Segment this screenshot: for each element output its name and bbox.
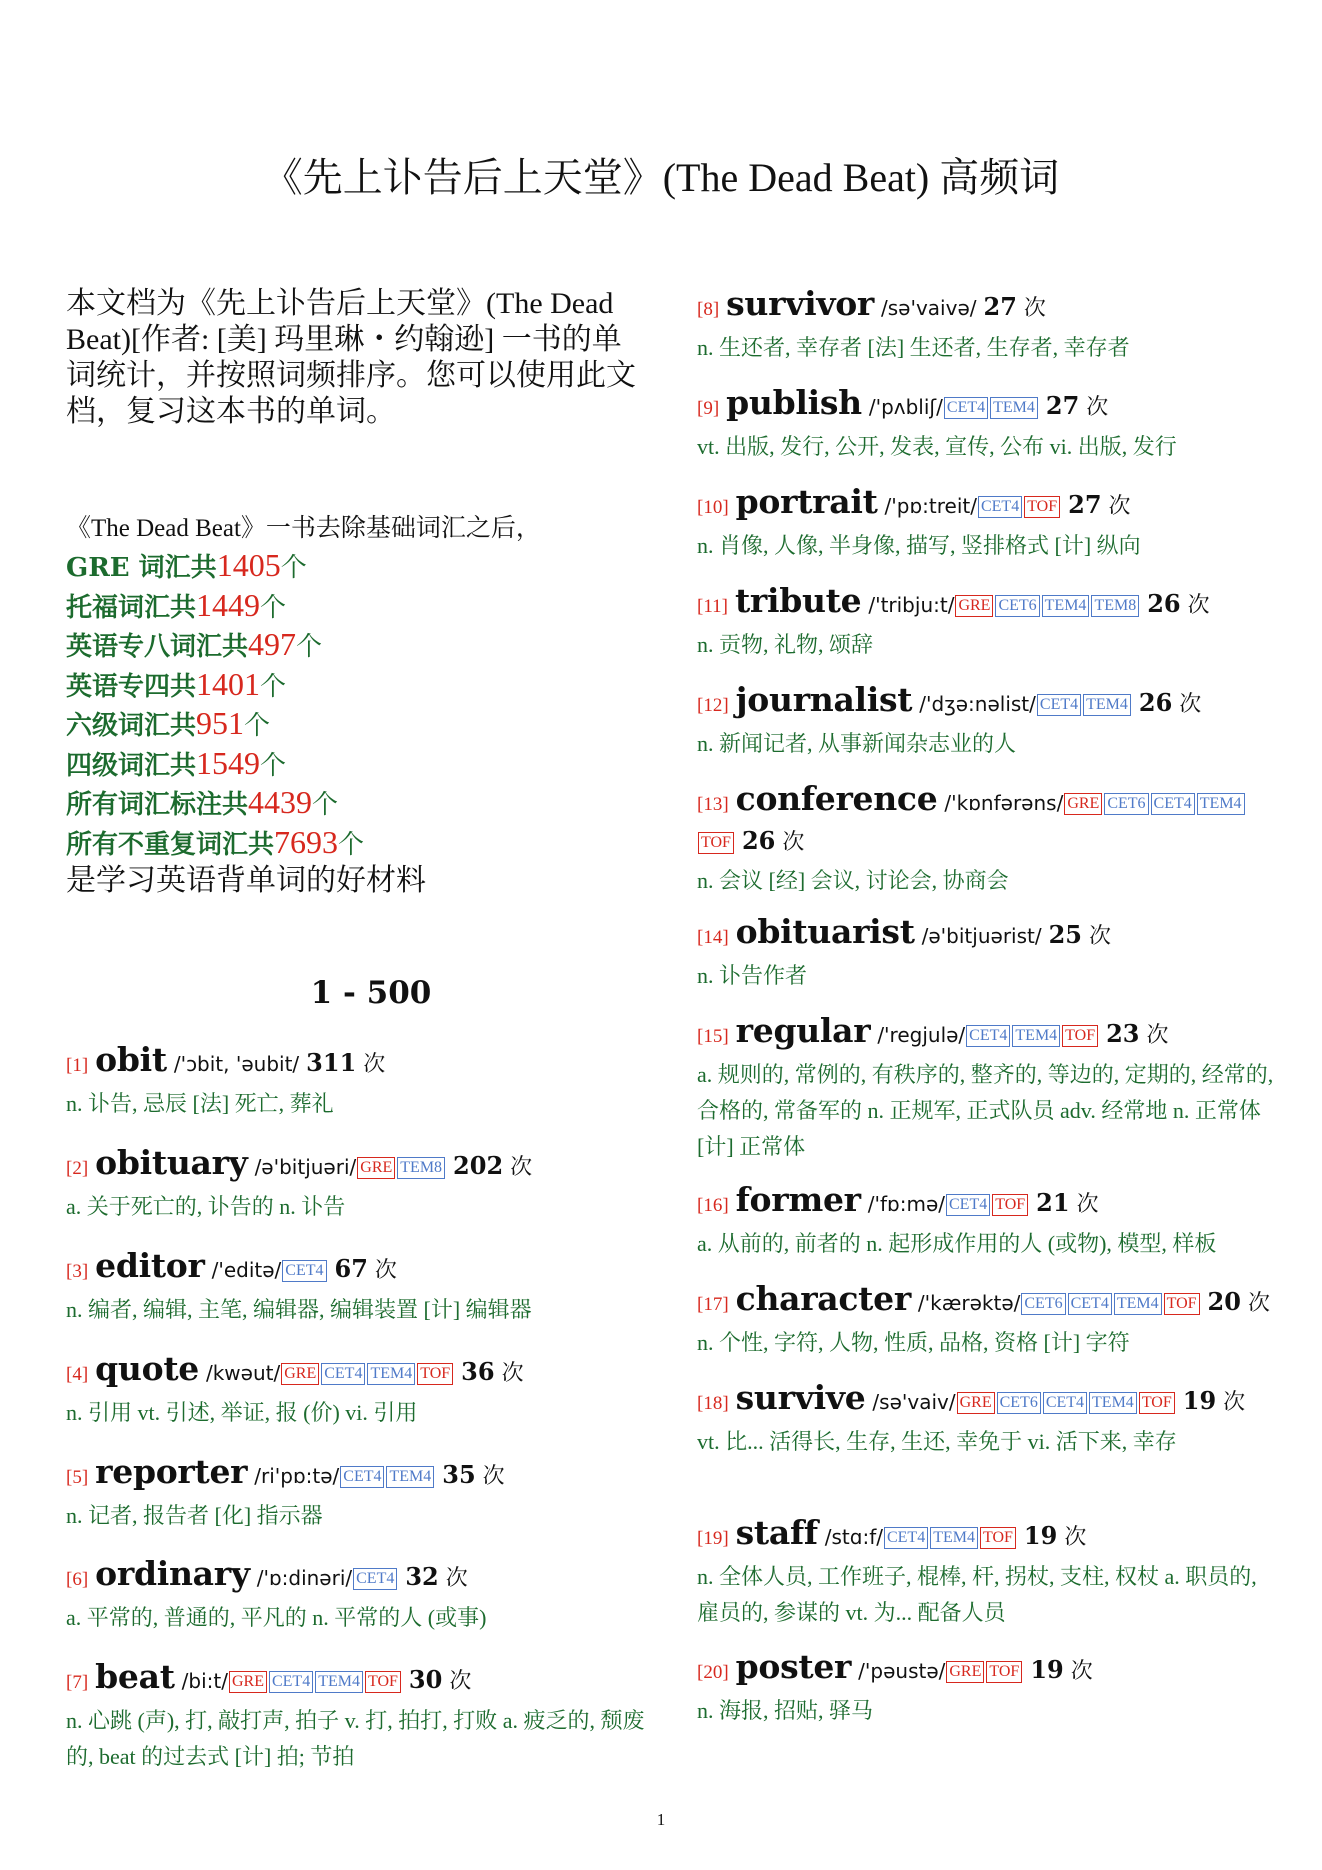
level-tag: TEM4 — [1197, 793, 1245, 815]
entry-head — [697, 583, 1277, 625]
frequency-unit: 次 — [482, 1463, 505, 1488]
level-tag: CET4 — [321, 1363, 365, 1385]
entry-index: [5] — [66, 1467, 89, 1488]
phonetic: /stɑ:f/ — [824, 1525, 883, 1549]
headword: poster — [735, 1647, 852, 1686]
phonetic: /'pɒ:treit/ — [884, 494, 977, 518]
definition: vt. 出版, 发行, 公开, 发表, 宣传, 公布 vi. 出版, 发行 — [697, 434, 1177, 459]
frequency-unit: 次 — [1223, 1389, 1246, 1414]
word-entry — [697, 385, 1277, 465]
stat-unit: 个 — [260, 592, 287, 623]
level-tag: CET6 — [1104, 793, 1148, 815]
entry-index: [10] — [697, 497, 729, 518]
word-entry — [66, 1454, 646, 1534]
stat-line — [66, 705, 646, 745]
frequency-count: 21 — [1036, 1188, 1070, 1217]
stat-label: 所有不重复词汇共 — [66, 829, 275, 860]
entry-head — [697, 1281, 1277, 1323]
word-entry — [697, 1281, 1277, 1361]
definition: n. 全体人员, 工作班子, 棍棒, 杆, 拐杖, 支柱, 权杖 a. 职员的, 雇员的, 参谋的 vt. 为... 配备人员 — [697, 1564, 1257, 1625]
word-entry — [66, 1556, 646, 1636]
definition: n. 心跳 (声), 打, 敲打声, 拍子 v. 打, 拍打, 打败 a. 疲乏的, 颓废的, beat 的过去式 [计] 拍; 节拍 — [66, 1708, 645, 1769]
entry-head — [66, 1454, 646, 1496]
frequency-unit: 次 — [510, 1154, 533, 1179]
phonetic: /kwəut/ — [205, 1361, 281, 1385]
stat-label: GRE 词汇共 — [66, 553, 217, 583]
headword: journalist — [735, 680, 913, 719]
entry-head — [66, 1556, 646, 1598]
phonetic: /bi:t/ — [181, 1669, 228, 1693]
level-tag: TOF — [980, 1527, 1016, 1549]
frequency-count: 30 — [408, 1665, 443, 1694]
stat-unit: 个 — [260, 750, 287, 781]
stat-label: 托福词汇共 — [66, 592, 197, 623]
level-tag: CET4 — [978, 496, 1022, 518]
phonetic: /'pʌbliʃ/ — [868, 395, 943, 419]
frequency-unit: 次 — [1179, 691, 1202, 716]
headword: ordinary — [95, 1554, 250, 1593]
level-tag: TEM4 — [386, 1466, 434, 1488]
entry-head — [697, 914, 1277, 956]
entry-index: [19] — [697, 1528, 729, 1549]
headword: regular — [735, 1011, 871, 1050]
entry-head — [66, 1145, 646, 1187]
definition: n. 记者, 报告者 [化] 指示器 — [66, 1503, 323, 1528]
entry-index: [2] — [66, 1158, 89, 1179]
entry-index: [6] — [66, 1569, 89, 1590]
phonetic: /'ɔbit, 'əubit/ — [173, 1052, 300, 1076]
word-entry — [66, 1351, 646, 1431]
entry-head — [66, 1351, 646, 1393]
frequency-count: 67 — [334, 1254, 368, 1283]
frequency-unit: 次 — [374, 1257, 397, 1282]
level-tag: CET6 — [995, 595, 1039, 617]
level-tag: CET4 — [269, 1671, 313, 1693]
phonetic: /'dʒə:nəlist/ — [919, 692, 1036, 716]
frequency-count: 32 — [405, 1562, 439, 1591]
entry-index: [15] — [697, 1026, 729, 1047]
definition: n. 生还者, 幸存者 [法] 生还者, 生存者, 幸存者 — [697, 335, 1130, 360]
stat-label: 所有词汇标注共 — [66, 790, 249, 820]
stats-lead: 《The Dead Beat》一书去除基础词汇之后， — [66, 515, 541, 542]
phonetic: /'regjulə/ — [877, 1023, 966, 1047]
headword: survive — [735, 1378, 866, 1417]
phonetic: /sə'vaiv/ — [872, 1390, 956, 1414]
entry-index: [4] — [66, 1364, 89, 1385]
definition: n. 贡物, 礼物, 颂辞 — [697, 632, 874, 657]
word-entry — [697, 1380, 1277, 1460]
definition: n. 肖像, 人像, 半身像, 描写, 竖排格式 [计] 纵向 — [697, 533, 1141, 558]
definition: n. 海报, 招贴, 驿马 — [697, 1698, 874, 1723]
stat-number: 1405 — [216, 547, 281, 583]
stat-line — [66, 784, 646, 824]
frequency-count: 202 — [453, 1151, 504, 1180]
frequency-count: 36 — [461, 1357, 495, 1386]
entry-head — [697, 1380, 1277, 1422]
definition: n. 引用 vt. 引述, 举证, 报 (价) vi. 引用 — [66, 1400, 418, 1425]
level-tag: TEM4 — [1083, 694, 1131, 716]
headword: tribute — [734, 581, 862, 620]
stat-line — [66, 824, 646, 864]
frequency-unit: 次 — [501, 1360, 524, 1385]
headword: former — [735, 1180, 861, 1219]
stat-number: 1449 — [196, 586, 261, 623]
headword: obit — [95, 1040, 167, 1079]
stat-label: 英语专四共 — [66, 671, 197, 702]
level-tag: TEM8 — [397, 1157, 445, 1179]
level-tag: TEM4 — [1114, 1293, 1162, 1315]
frequency-unit: 次 — [1108, 493, 1131, 518]
definition: n. 新闻记者, 从事新闻杂志业的人 — [697, 731, 1017, 756]
phonetic: /'fɒ:mə/ — [867, 1192, 945, 1216]
frequency-count: 27 — [983, 292, 1017, 321]
stat-line — [66, 745, 646, 785]
frequency-unit: 次 — [1187, 592, 1210, 617]
frequency-unit: 次 — [1070, 1658, 1093, 1683]
intro-paragraph: 本文档为《先上讣告后上天堂》(The Dead Beat)[作者: [美] 玛里琳・约翰逊] 一书的单词统计，并按照词频排序。您可以使用此文档，复习这本书的单词。 — [66, 287, 636, 428]
level-tag: TOF — [1164, 1293, 1200, 1315]
level-tag: CET4 — [1043, 1392, 1087, 1414]
entry-index: [20] — [697, 1662, 729, 1683]
stats-closing: 是学习英语背单词的好材料 — [66, 864, 426, 897]
phonetic: /'kærəktə/ — [917, 1291, 1021, 1315]
entry-index: [16] — [697, 1195, 729, 1216]
frequency-count: 26 — [1138, 688, 1173, 717]
headword: portrait — [735, 482, 878, 521]
level-tag: CET4 — [966, 1025, 1010, 1047]
level-tag: CET4 — [944, 397, 988, 419]
stat-number: 1401 — [196, 665, 261, 702]
word-entry — [66, 1659, 646, 1775]
level-tag: CET4 — [1037, 694, 1081, 716]
word-entry — [66, 1145, 646, 1225]
definition: n. 讣告作者 — [697, 963, 808, 988]
phonetic: /'editə/ — [211, 1258, 282, 1282]
stat-label: 英语专八词汇共 — [66, 632, 249, 662]
definition: n. 编者, 编辑, 主笔, 编辑器, 编辑装置 [计] 编辑器 — [66, 1297, 532, 1322]
entry-index: [13] — [697, 794, 729, 815]
phonetic: /'kɒnfərəns/ — [944, 791, 1064, 815]
entry-head — [697, 781, 1277, 861]
entry-index: [9] — [697, 398, 720, 419]
stat-label: 四级词汇共 — [66, 750, 197, 781]
headword: beat — [95, 1657, 175, 1696]
entry-head — [697, 484, 1277, 526]
word-entry — [697, 583, 1277, 663]
level-tag: GRE — [957, 1392, 995, 1414]
definition: a. 关于死亡的, 讣告的 n. 讣告 — [66, 1194, 346, 1219]
word-entry — [697, 781, 1277, 899]
frequency-unit: 次 — [363, 1051, 386, 1076]
frequency-count: 19 — [1182, 1386, 1217, 1415]
stat-line — [66, 587, 646, 627]
page-title: 《先上讣告后上天堂》(The Dead Beat) 高频词 — [262, 155, 1060, 200]
entry-index: [8] — [697, 299, 720, 320]
level-tag: TEM4 — [990, 397, 1038, 419]
frequency-unit: 次 — [449, 1668, 472, 1693]
phonetic: /'ɒ:dinəri/ — [256, 1566, 353, 1590]
entry-index: [12] — [697, 695, 729, 716]
entry-head — [66, 1248, 646, 1290]
level-tag: CET4 — [340, 1466, 384, 1488]
phonetic: /'tribju:t/ — [868, 593, 955, 617]
stats-block — [66, 511, 646, 899]
frequency-unit: 次 — [1247, 1290, 1270, 1315]
frequency-unit: 次 — [445, 1565, 468, 1590]
level-tag: CET4 — [1151, 793, 1195, 815]
entry-head — [697, 385, 1277, 427]
frequency-unit: 次 — [1064, 1524, 1087, 1549]
headword: editor — [95, 1246, 205, 1285]
stat-number: 951 — [196, 705, 245, 741]
entry-index: [3] — [66, 1261, 89, 1282]
entry-head — [697, 286, 1277, 328]
level-tag: GRE — [1064, 793, 1102, 815]
word-entry — [697, 914, 1277, 994]
entry-head — [697, 1515, 1277, 1557]
stat-line — [66, 547, 646, 587]
level-tag: TEM4 — [1042, 595, 1090, 617]
word-entry — [697, 1013, 1277, 1165]
definition: n. 会议 [经] 会议, 讨论会, 协商会 — [697, 868, 1009, 893]
word-entry — [697, 1649, 1277, 1729]
entry-head — [697, 1182, 1277, 1224]
level-tag: TEM4 — [930, 1527, 978, 1549]
phonetic: /ə'bitjuərist/ — [921, 924, 1042, 948]
entry-head — [66, 1659, 646, 1701]
stat-label: 六级词汇共 — [66, 711, 197, 741]
level-tag: TOF — [417, 1363, 453, 1385]
level-tag: TEM8 — [1091, 595, 1139, 617]
level-tag: TEM4 — [1089, 1392, 1137, 1414]
word-entry — [66, 1042, 646, 1122]
level-tag: CET4 — [282, 1260, 326, 1282]
level-tag: TEM4 — [367, 1363, 415, 1385]
entry-head — [697, 682, 1277, 724]
headword: obituary — [95, 1143, 248, 1182]
headword: reporter — [95, 1452, 248, 1491]
word-entry — [697, 286, 1277, 366]
frequency-unit: 次 — [1089, 923, 1112, 948]
frequency-unit: 次 — [1146, 1022, 1169, 1047]
headword: publish — [726, 383, 862, 422]
stat-unit: 个 — [296, 632, 323, 662]
frequency-count: 23 — [1106, 1019, 1140, 1048]
frequency-unit: 次 — [1086, 394, 1109, 419]
level-tag: GRE — [955, 595, 993, 617]
stat-number: 4439 — [248, 784, 313, 820]
word-entry — [697, 682, 1277, 762]
level-tag: TOF — [1062, 1025, 1098, 1047]
entry-index: [1] — [66, 1055, 89, 1076]
frequency-count: 27 — [1045, 391, 1080, 420]
frequency-unit: 次 — [1076, 1191, 1099, 1216]
entry-index: [18] — [697, 1393, 729, 1414]
frequency-count: 27 — [1068, 490, 1102, 519]
frequency-count: 26 — [1147, 589, 1181, 618]
frequency-count: 20 — [1207, 1287, 1241, 1316]
stat-number: 497 — [248, 626, 297, 662]
word-entry — [66, 1248, 646, 1328]
level-tag: GRE — [281, 1363, 319, 1385]
entry-index: [17] — [697, 1294, 729, 1315]
headword: obituarist — [735, 912, 915, 951]
word-entry — [697, 1515, 1277, 1631]
level-tag: CET6 — [997, 1392, 1041, 1414]
phonetic: /sə'vaivə/ — [881, 296, 977, 320]
stat-line — [66, 626, 646, 666]
stat-number: 7693 — [274, 823, 339, 860]
level-tag: TOF — [698, 832, 734, 854]
level-tag: TEM4 — [1012, 1025, 1060, 1047]
frequency-unit: 次 — [1023, 295, 1046, 320]
entry-head — [697, 1013, 1277, 1055]
level-tag: TEM4 — [315, 1671, 363, 1693]
word-entry — [697, 484, 1277, 564]
level-tag: TOF — [992, 1194, 1028, 1216]
level-tag: TOF — [986, 1661, 1022, 1683]
definition: a. 规则的, 常例的, 有秩序的, 整齐的, 等边的, 定期的, 经常的, 合格的, 常备军的 n. 正规军, 正式队员 adv. 经常地 n. 正常体 [计] 正常体 — [697, 1062, 1274, 1159]
frequency-count: 26 — [741, 826, 776, 855]
level-tag: CET4 — [353, 1568, 397, 1590]
level-tag: CET4 — [1068, 1293, 1112, 1315]
entry-index: [14] — [697, 927, 729, 948]
range-heading: 1 - 500 — [310, 975, 432, 1011]
level-tag: CET6 — [1021, 1293, 1065, 1315]
definition: n. 个性, 字符, 人物, 性质, 品格, 资格 [计] 字符 — [697, 1330, 1130, 1355]
level-tag: CET4 — [884, 1527, 928, 1549]
entry-head — [697, 1649, 1277, 1691]
level-tag: TOF — [1139, 1392, 1175, 1414]
phonetic: /'pəustə/ — [858, 1659, 946, 1683]
stat-unit: 个 — [260, 671, 287, 702]
phonetic: /ri'pɒ:tə/ — [254, 1464, 340, 1488]
stat-unit: 个 — [280, 553, 307, 583]
stat-unit: 个 — [338, 829, 365, 860]
stat-number: 1549 — [196, 744, 261, 781]
stat-line — [66, 666, 646, 706]
stats-list — [66, 547, 646, 863]
entry-index: [7] — [66, 1672, 89, 1693]
frequency-count: 19 — [1023, 1521, 1058, 1550]
definition: vt. 比... 活得长, 生存, 生还, 幸免于 vi. 活下来, 幸存 — [697, 1429, 1177, 1454]
frequency-count: 19 — [1030, 1655, 1064, 1684]
word-entry — [697, 1182, 1277, 1262]
definition: a. 平常的, 普通的, 平凡的 n. 平常的人 (或事) — [66, 1605, 487, 1630]
headword: staff — [735, 1513, 818, 1552]
definition: a. 从前的, 前者的 n. 起形成作用的人 (或物), 模型, 样板 — [697, 1231, 1217, 1256]
level-tag: TOF — [1024, 496, 1060, 518]
headword: conference — [735, 779, 938, 818]
level-tag: CET4 — [946, 1194, 990, 1216]
entry-index: [11] — [697, 596, 728, 617]
level-tag: TOF — [365, 1671, 401, 1693]
definition: n. 讣告, 忌辰 [法] 死亡, 葬礼 — [66, 1091, 334, 1116]
level-tag: GRE — [357, 1157, 395, 1179]
stat-unit: 个 — [312, 790, 339, 820]
stat-unit: 个 — [244, 711, 271, 741]
level-tag: GRE — [229, 1671, 267, 1693]
frequency-count: 25 — [1048, 920, 1082, 949]
entry-head — [66, 1042, 646, 1084]
headword: character — [735, 1279, 911, 1318]
level-tag: GRE — [946, 1661, 984, 1683]
frequency-count: 35 — [442, 1460, 476, 1489]
headword: quote — [95, 1349, 199, 1388]
headword: survivor — [726, 284, 874, 323]
phonetic: /ə'bitjuəri/ — [254, 1155, 357, 1179]
frequency-count: 311 — [306, 1048, 357, 1077]
page-number: 1 — [656, 1810, 666, 1829]
frequency-unit: 次 — [782, 829, 805, 854]
